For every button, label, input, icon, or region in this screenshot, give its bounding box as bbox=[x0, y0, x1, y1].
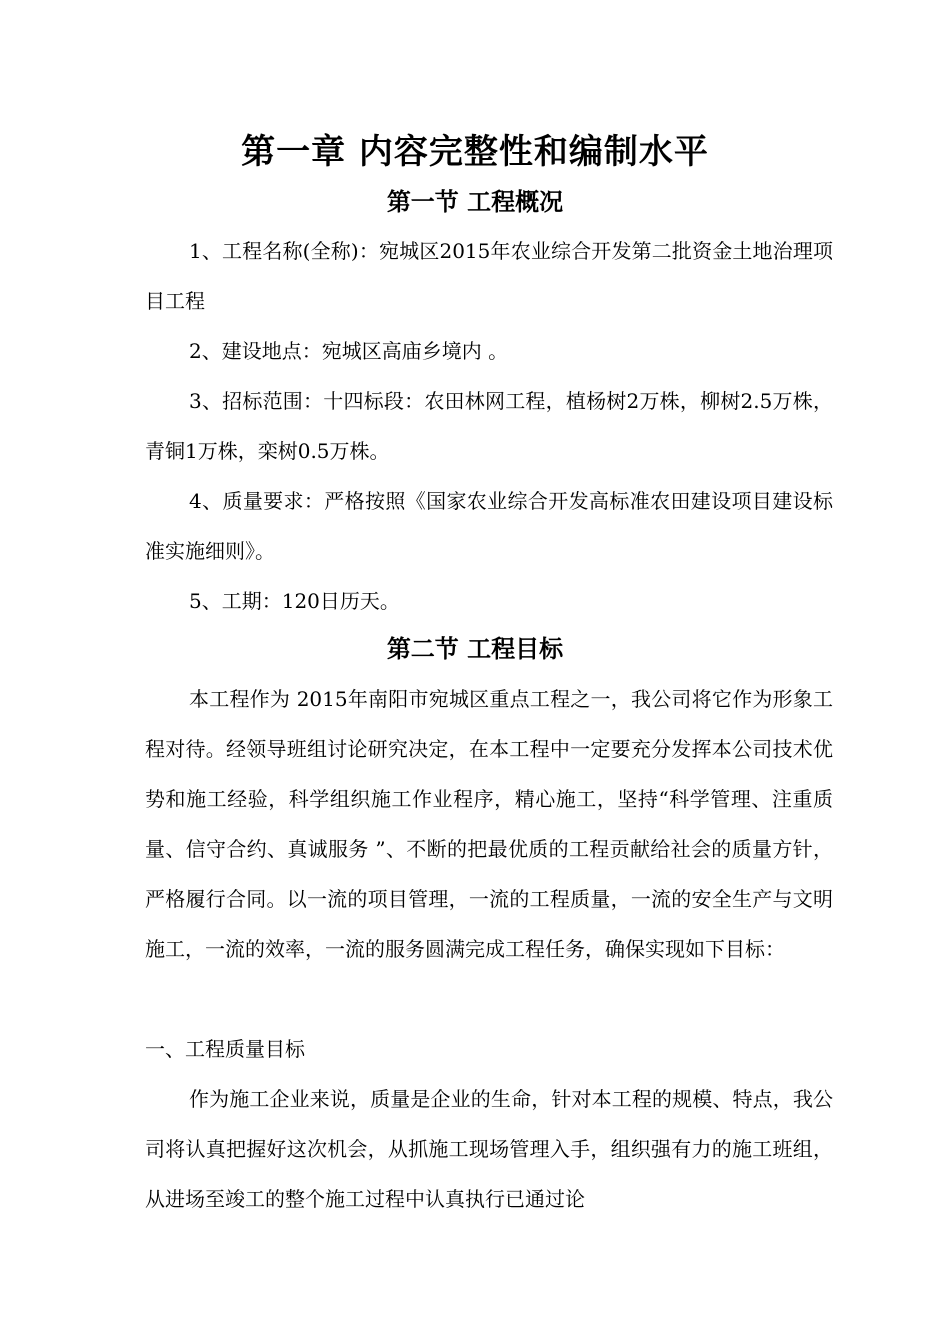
quality-goal-subheading: 一、工程质量目标 bbox=[145, 1037, 305, 1061]
section-title-goals: 第二节 工程目标 bbox=[386, 635, 564, 663]
overview-item-bid-scope: 3、招标范围：十四标段：农田林网工程，植杨树2万株，柳树2.5万株，青铜1万株，栾树0.5万株。 bbox=[145, 389, 833, 463]
chapter-title: 第一章 内容完整性和编制水平 bbox=[241, 132, 709, 172]
overview-item-duration: 5、工期：120日历天。 bbox=[189, 589, 400, 613]
overview-item-project-name: 1、工程名称(全称)：宛城区2015年农业综合开发第二批资金土地治理项目工程 bbox=[145, 239, 833, 313]
quality-goal-paragraph: 作为施工企业来说，质量是企业的生命，针对本工程的规模、特点，我公司将认真把握好这次机会，从抓施工现场管理入手，组织强有力的施工班组，从进场至竣工的整个施工过程中认真执行已通过论 bbox=[145, 1087, 833, 1211]
section-title-overview: 第一节 工程概况 bbox=[386, 188, 564, 216]
goals-intro-paragraph: 本工程作为 2015年南阳市宛城区重点工程之一，我公司将它作为形象工程对待。经领导班组讨论研究决定，在本工程中一定要充分发挥本公司技术优势和施工经验，科学组织施工作业程序，精心施工，坚持“科学管理、注重质量、信守合约、真诚服务 ”、不断的把最优质的工程贡献给社会的质量方针，严格履行合同。以一流的项目管理，一流的工程质量，一流的安全生产与文明施工，一流的效率，一流的服务圆满完成工程任务，确保实现如下目标： bbox=[145, 687, 833, 961]
overview-item-location: 2、建设地点：宛城区高庙乡境内 。 bbox=[189, 339, 509, 363]
overview-item-quality-requirement: 4、质量要求：严格按照《国家农业综合开发高标准农田建设项目建设标准实施细则》。 bbox=[145, 489, 833, 563]
